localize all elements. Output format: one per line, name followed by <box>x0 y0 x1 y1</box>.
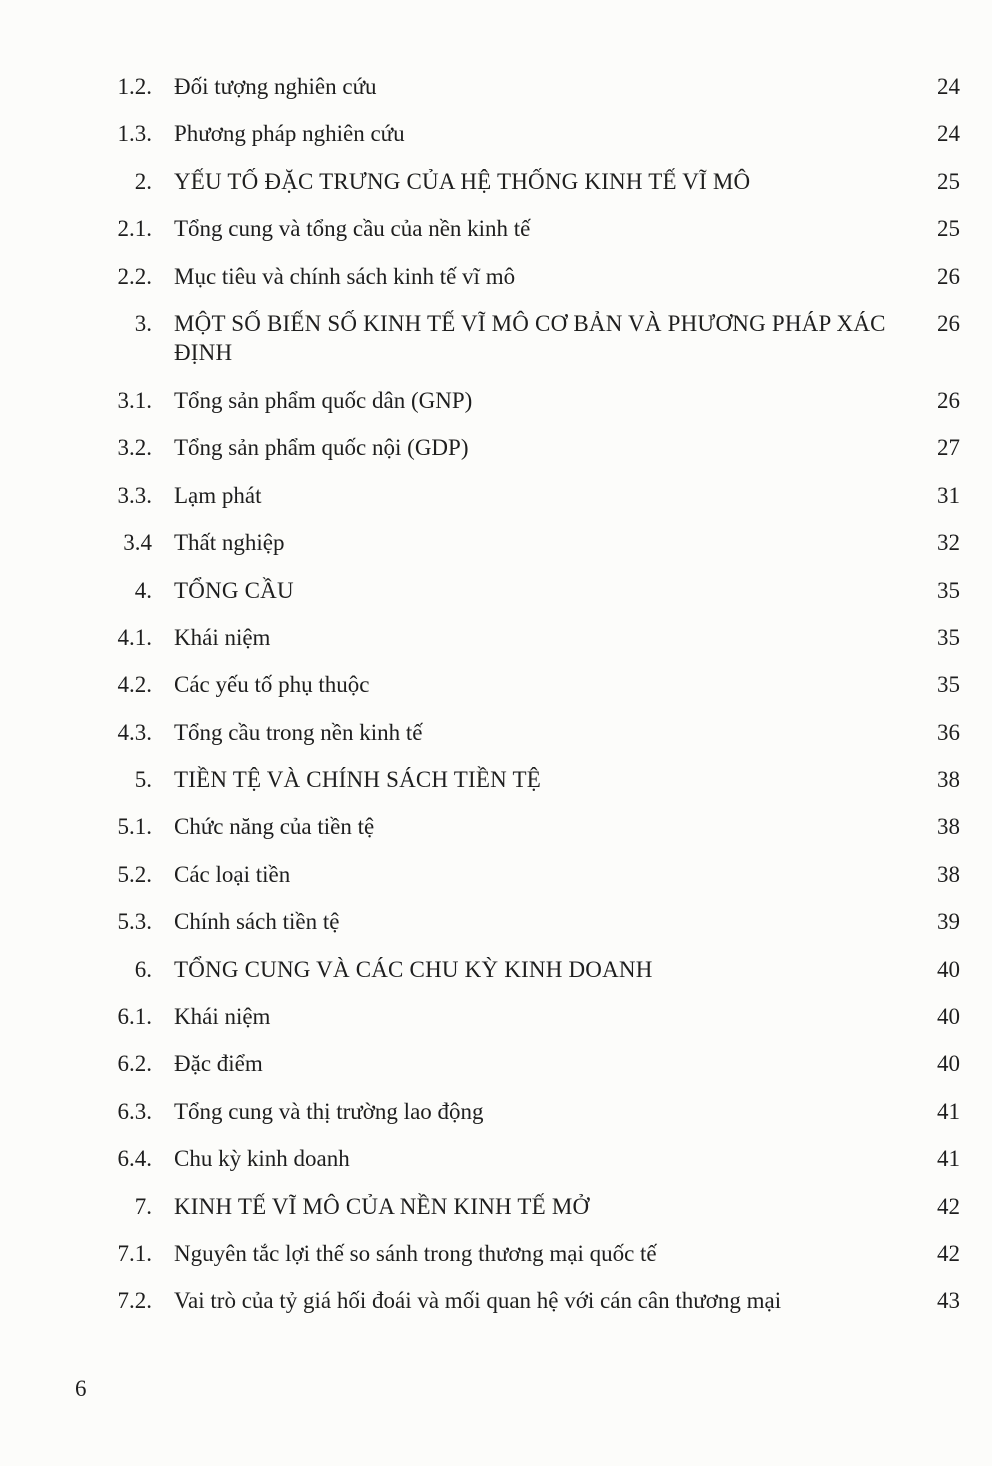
entry-page: 41 <box>937 1098 960 1124</box>
entry-page: 40 <box>937 1051 960 1077</box>
entry-number: 1.3. <box>117 121 152 147</box>
entry-page: 40 <box>937 1004 960 1030</box>
toc-entry <box>100 1097 960 1144</box>
entry-number: 5.2. <box>117 861 152 887</box>
entry-page: 32 <box>937 530 960 556</box>
entry-page: 25 <box>937 216 960 242</box>
entry-number: 3.3. <box>117 482 152 508</box>
toc-entry <box>100 528 960 575</box>
toc-section-entry <box>100 309 960 386</box>
toc-entry <box>100 1286 960 1333</box>
entry-title: YẾU TỐ ĐẶC TRƯNG CỦA HỆ THỐNG KINH TẾ VĨ MÔ <box>174 168 751 194</box>
entry-title: MỘT SỐ BIẾN SỐ KINH TẾ VĨ MÔ CƠ BẢN VÀ PHƯƠNG PHÁP XÁC ĐỊNH <box>174 310 886 365</box>
toc-entry <box>100 718 960 765</box>
entry-page: 42 <box>937 1193 960 1219</box>
entry-title: Các yếu tố phụ thuộc <box>174 672 370 698</box>
entry-page: 26 <box>937 310 960 336</box>
entry-number: 3. <box>134 310 152 336</box>
entry-title: Mục tiêu và chính sách kinh tế vĩ mô <box>174 263 516 289</box>
toc-entry <box>100 623 960 670</box>
toc-section-entry <box>100 955 960 1002</box>
entry-page: 41 <box>937 1146 960 1172</box>
toc-entry <box>100 386 960 433</box>
toc-entry <box>100 812 960 859</box>
entry-number: 4.1. <box>117 624 152 650</box>
entry-title: Tổng cầu trong nền kinh tế <box>174 719 423 745</box>
toc-section-entry <box>100 765 960 812</box>
toc-entry <box>100 72 960 119</box>
entry-title: Chu kỳ kinh doanh <box>174 1146 350 1172</box>
entry-page: 35 <box>937 624 960 650</box>
entry-number: 3.4 <box>123 530 152 556</box>
entry-page: 24 <box>937 74 960 99</box>
entry-number: 4.3. <box>117 719 152 745</box>
toc-entry <box>100 1049 960 1096</box>
entry-page: 26 <box>937 263 960 289</box>
entry-page: 40 <box>937 956 960 982</box>
entry-number: 2.1. <box>117 216 152 242</box>
entry-page: 36 <box>937 719 960 745</box>
entry-title: Nguyên tắc lợi thế so sánh trong thương mại quốc tế <box>174 1240 657 1266</box>
entry-number: 1.2. <box>117 74 152 99</box>
entry-number: 4.2. <box>117 672 152 698</box>
toc-entry <box>100 433 960 480</box>
toc-entry <box>100 670 960 717</box>
entry-title: KINH TẾ VĨ MÔ CỦA NỀN KINH TẾ MỞ <box>174 1193 590 1219</box>
entry-title: Tổng cung và thị trường lao động <box>174 1098 484 1124</box>
entry-page: 25 <box>937 168 960 194</box>
entry-title: Thất nghiệp <box>174 530 285 556</box>
entry-number: 6.4. <box>117 1146 152 1172</box>
entry-page: 35 <box>937 672 960 698</box>
entry-number: 4. <box>134 577 152 603</box>
entry-number: 7. <box>134 1193 152 1219</box>
entry-page: 35 <box>937 577 960 603</box>
entry-title: Khái niệm <box>174 624 271 650</box>
entry-number: 7.2. <box>117 1288 152 1314</box>
toc-entry <box>100 214 960 261</box>
table-of-contents <box>100 72 960 1334</box>
entry-title: Các loại tiền <box>174 861 291 887</box>
toc-entry <box>100 860 960 907</box>
entry-title: TỔNG CẦU <box>174 577 294 603</box>
entry-page: 38 <box>937 861 960 887</box>
entry-number: 6.2. <box>117 1051 152 1077</box>
entry-page: 38 <box>937 767 960 793</box>
entry-title: Đặc điểm <box>174 1051 263 1077</box>
toc-entry <box>100 1144 960 1191</box>
entry-page: 26 <box>937 387 960 413</box>
entry-page: 27 <box>937 435 960 461</box>
toc-entry <box>100 481 960 528</box>
entry-number: 2.2. <box>117 263 152 289</box>
entry-title: Chức năng của tiền tệ <box>174 814 375 840</box>
entry-title: Tổng sản phẩm quốc dân (GNP) <box>174 387 473 413</box>
entry-title: Tổng sản phẩm quốc nội (GDP) <box>174 435 469 461</box>
entry-page: 43 <box>937 1288 960 1314</box>
entry-title: Lạm phát <box>174 482 262 508</box>
entry-page: 42 <box>937 1240 960 1266</box>
entry-title: Tổng cung và tổng cầu của nền kinh tế <box>174 216 531 242</box>
entry-number: 6.1. <box>117 1004 152 1030</box>
toc-section-entry <box>100 167 960 214</box>
entry-title: TỔNG CUNG VÀ CÁC CHU KỲ KINH DOANH <box>174 956 653 982</box>
toc-section-entry <box>100 576 960 623</box>
entry-number: 5.3. <box>117 909 152 935</box>
page-number: 6 <box>75 1376 87 1401</box>
entry-title: Chính sách tiền tệ <box>174 909 340 935</box>
entry-page: 31 <box>937 482 960 508</box>
entry-title: Phương pháp nghiên cứu <box>174 121 405 147</box>
toc-entry <box>100 1002 960 1049</box>
toc-entry <box>100 1239 960 1286</box>
entry-number: 2. <box>134 168 152 194</box>
entry-number: 5.1. <box>117 814 152 840</box>
toc-entry <box>100 262 960 309</box>
toc-entry <box>100 907 960 954</box>
entry-number: 5. <box>134 767 152 793</box>
entry-page: 39 <box>937 909 960 935</box>
entry-number: 3.2. <box>117 435 152 461</box>
entry-number: 6.3. <box>117 1098 152 1124</box>
toc-entry <box>100 119 960 166</box>
entry-number: 6. <box>134 956 152 982</box>
entry-number: 3.1. <box>117 387 152 413</box>
entry-title: Vai trò của tỷ giá hối đoái và mối quan hệ với cán cân thương mại <box>174 1288 782 1314</box>
entry-title: Khái niệm <box>174 1004 271 1030</box>
entry-title: TIỀN TỆ VÀ CHÍNH SÁCH TIỀN TỆ <box>174 767 541 793</box>
entry-title: Đối tượng nghiên cứu <box>174 74 377 99</box>
entry-page: 38 <box>937 814 960 840</box>
toc-section-entry <box>100 1192 960 1239</box>
entry-number: 7.1. <box>117 1240 152 1266</box>
entry-page: 24 <box>937 121 960 147</box>
